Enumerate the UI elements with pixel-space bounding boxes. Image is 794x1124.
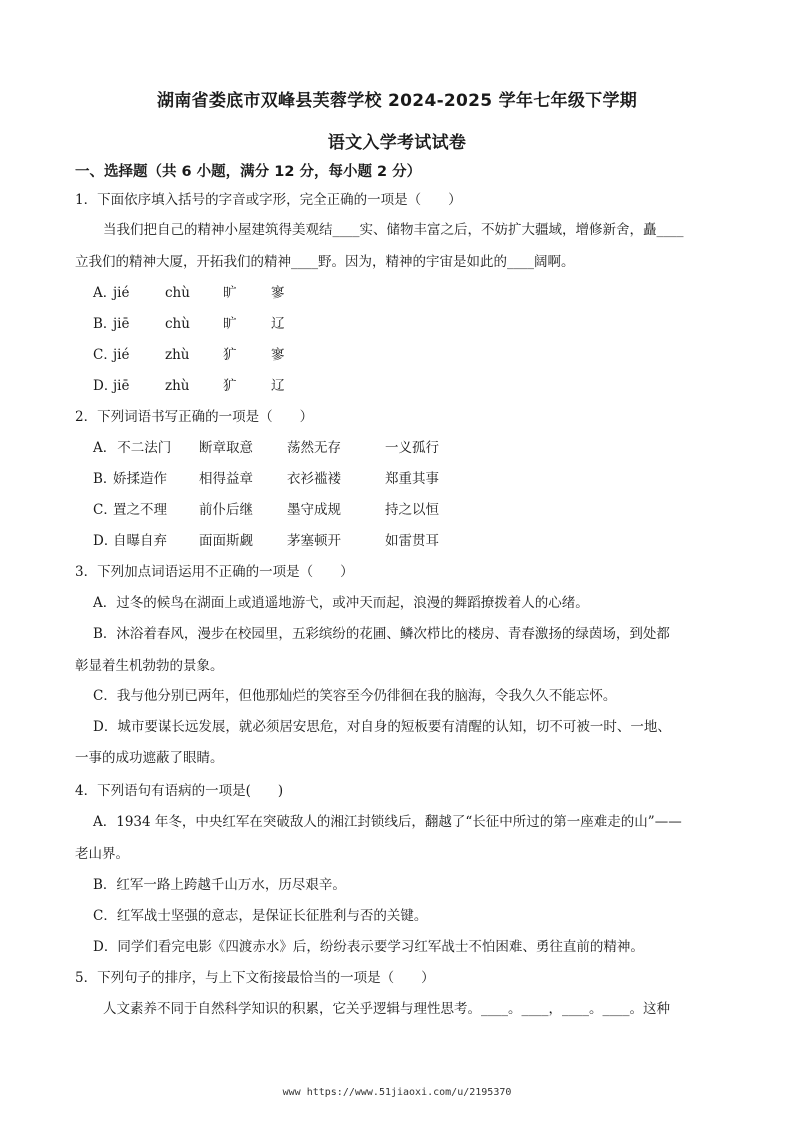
option-letter: C．	[93, 347, 117, 363]
option-letter: D．	[93, 378, 118, 394]
footer-url[interactable]: www https://www.51jiaoxi.com/u/2195370	[282, 1087, 512, 1098]
option-letter: A．	[93, 440, 117, 456]
question-2-option-a: A． 不二法门 断章取意 荡然无存 一义孤行	[93, 436, 439, 456]
question-3-stem: 3．下列加点词语运用不正确的一项是（ ）	[75, 564, 354, 580]
question-2-stem: 2．下列词语书写正确的一项是（ ）	[75, 409, 314, 425]
question-1-stem: 1．下面依序填入括号的字音或字形，完全正确的一项是（ ）	[75, 192, 462, 208]
question-1-option-d: D．jiē zhù 犷 辽	[93, 374, 285, 394]
question-1-passage-cont: 立我们的精神大厦，开拓我们的精神____野。因为，精神的宇宙是如此的____阔啊。	[75, 254, 575, 270]
option-letter: B．	[93, 316, 117, 332]
question-4-option-a-cont: 老山界。	[75, 846, 129, 862]
question-2-option-d: D．自曝自弃 面面斯觑 茅塞顿开 如雷贯耳	[93, 529, 439, 549]
question-5-passage: 人文素养不同于自然科学知识的积累，它关乎逻辑与理性思考。____。____，____。____。这种	[103, 1001, 670, 1017]
question-3-option-b-cont: 彰显着生机勃勃的景象。	[75, 658, 224, 674]
question-1-passage: 当我们把自己的精神小屋建筑得美观结____实、储物丰富之后，不妨扩大疆域，增修新舍，矗____	[103, 222, 684, 238]
question-2-option-c: C．置之不理 前仆后继 墨守成规 持之以恒	[93, 498, 439, 518]
question-3-option-c: C．我与他分别已两年，但他那灿烂的笑容至今仍徘徊在我的脑海，令我久久不能忘怀。	[93, 688, 617, 704]
section-heading: 一、选择题（共 6 小题，满分 12 分，每小题 2 分）	[75, 164, 422, 180]
question-3-option-b: B．沐浴着春风，漫步在校园里，五彩缤纷的花圃、鳞次栉比的楼房、青春激扬的绿茵场，到处都	[93, 626, 670, 642]
question-1-option-c: C．jié zhù 犷 寥	[93, 343, 285, 363]
question-4-option-a: A．1934 年冬，中央红军在突破敌人的湘江封锁线后，翻越了“长征中所过的第一座难走的山”——	[93, 814, 682, 830]
option-letter: D．	[93, 533, 118, 549]
question-5-stem: 5．下列句子的排序，与上下文衔接最恰当的一项是（ ）	[75, 970, 435, 986]
option-letter: C．	[93, 502, 117, 518]
option-letter: A．	[93, 285, 117, 301]
question-3-option-d-cont: 一事的成功遮蔽了眼睛。	[75, 750, 224, 766]
question-2-option-b: B．娇揉造作 相得益章 衣衫褴褛 郑重其事	[93, 467, 439, 487]
question-4-option-d: D．同学们看完电影《四渡赤水》后，纷纷表示要学习红军战士不怕困难、勇往直前的精神。	[93, 939, 644, 955]
question-4-stem: 4．下列语句有语病的一项是( )	[75, 783, 284, 799]
question-4-option-c: C．红军战士坚强的意志，是保证长征胜利与否的关键。	[93, 908, 428, 924]
exam-title-line2: 语文入学考试试卷	[327, 133, 467, 153]
question-1-option-b: B．jiē chù 旷 辽	[93, 312, 285, 332]
exam-title-line1: 湖南省娄底市双峰县芙蓉学校 2024-2025 学年七年级下学期	[156, 91, 638, 111]
question-3-option-d: D．城市要谋长远发展，就必须居安思危，对自身的短板要有清醒的认知，切不可被一时、一地、	[93, 719, 671, 735]
question-1-option-a: A．jié chù 旷 寥	[93, 281, 285, 301]
question-3-option-a: A．过冬的候鸟在湖面上或逍遥地游弋，或冲天而起，浪漫的舞蹈撩拨着人的心绪。	[93, 595, 589, 611]
option-letter: B．	[93, 471, 117, 487]
question-4-option-b: B．红军一路上跨越千山万水，历尽艰辛。	[93, 877, 346, 893]
